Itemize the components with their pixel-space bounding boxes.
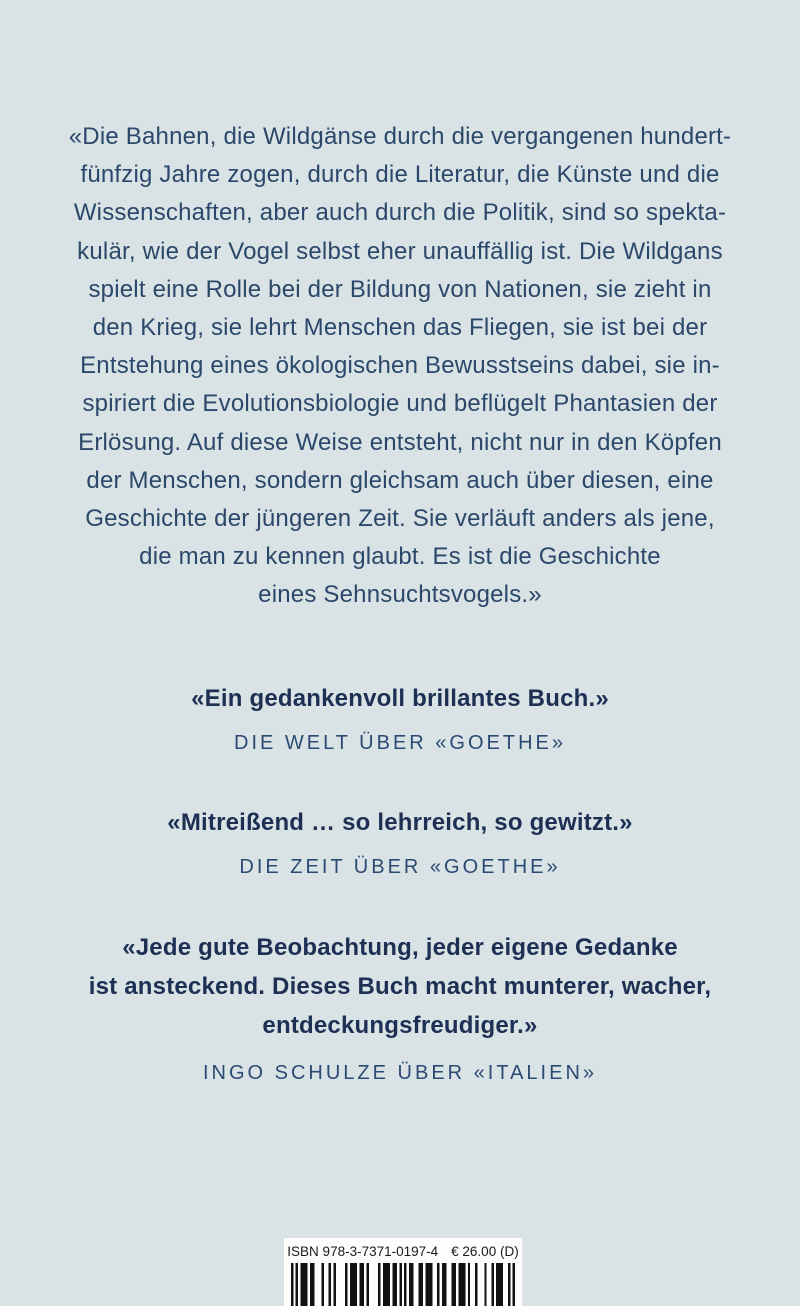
review-attribution: INGO SCHULZE ÜBER «ITALIEN» — [202, 1062, 598, 1084]
review-attribution: DIE WELT ÜBER «GOETHE» — [234, 732, 566, 754]
review-attribution: DIE ZEIT ÜBER «GOETHE» — [239, 856, 561, 878]
review-quote: «Ein gedankenvoll brillantes Buch.» — [191, 685, 609, 712]
review-quote-line: «Jede gute Beobachtung, jeder eigene Gedanke — [122, 934, 678, 961]
blurb-line: kulär, wie der Vogel selbst eher unauffällig ist. Die Wildgans — [77, 237, 723, 265]
review-quote-line: entdeckungsfreudiger.» — [262, 1012, 538, 1039]
blurb-line: spielt eine Rolle bei der Bildung von Nationen, sie zieht in — [88, 275, 712, 303]
blurb-line: eines Sehnsuchtsvogels.» — [258, 581, 542, 609]
review-quote — [20, 928, 780, 1045]
back-cover-blurb — [20, 118, 780, 615]
review-quote-line: ist ansteckend. Dieses Buch macht munterer, wacher, — [88, 973, 712, 1000]
press-review-ingo-schulze — [20, 928, 780, 1086]
review-quote: «Mitreißend … so lehrreich, so gewitzt.» — [167, 809, 633, 836]
ean13-barcode-svg — [291, 1263, 515, 1306]
blurb-line: spiriert die Evolutionsbiologie und beflügelt Phantasien der — [82, 390, 718, 418]
barcode-panel — [284, 1238, 522, 1306]
price-label: € 26.00 (D) — [451, 1244, 519, 1259]
blurb-line: Geschichte der jüngeren Zeit. Sie verläuft anders als jene, — [85, 505, 715, 533]
blurb-line: den Krieg, sie lehrt Menschen das Fliegen, sie ist bei der — [92, 314, 708, 342]
blurb-line: Wissenschaften, aber auch durch die Politik, sind so spekta- — [73, 199, 727, 227]
blurb-line: die man zu kennen glaubt. Es ist die Geschichte — [139, 543, 661, 571]
press-review-die-welt — [20, 682, 780, 756]
blurb-line: Erlösung. Auf diese Weise entsteht, nicht nur in den Köpfen — [78, 428, 722, 456]
isbn-label: ISBN 978-3-7371-0197-4 — [287, 1244, 439, 1259]
isbn-price-line — [284, 1238, 522, 1260]
blurb-line: «Die Bahnen, die Wildgänse durch die vergangenen hundert- — [68, 123, 732, 150]
ean13-barcode — [284, 1263, 522, 1306]
press-review-die-zeit — [20, 806, 780, 880]
blurb-line: fünfzig Jahre zogen, durch die Literatur, die Künste und die — [80, 161, 720, 189]
blurb-line: Entstehung eines ökologischen Bewusstseins dabei, sie in- — [80, 352, 720, 380]
blurb-line: der Menschen, sondern gleichsam auch über diesen, eine — [86, 466, 714, 494]
